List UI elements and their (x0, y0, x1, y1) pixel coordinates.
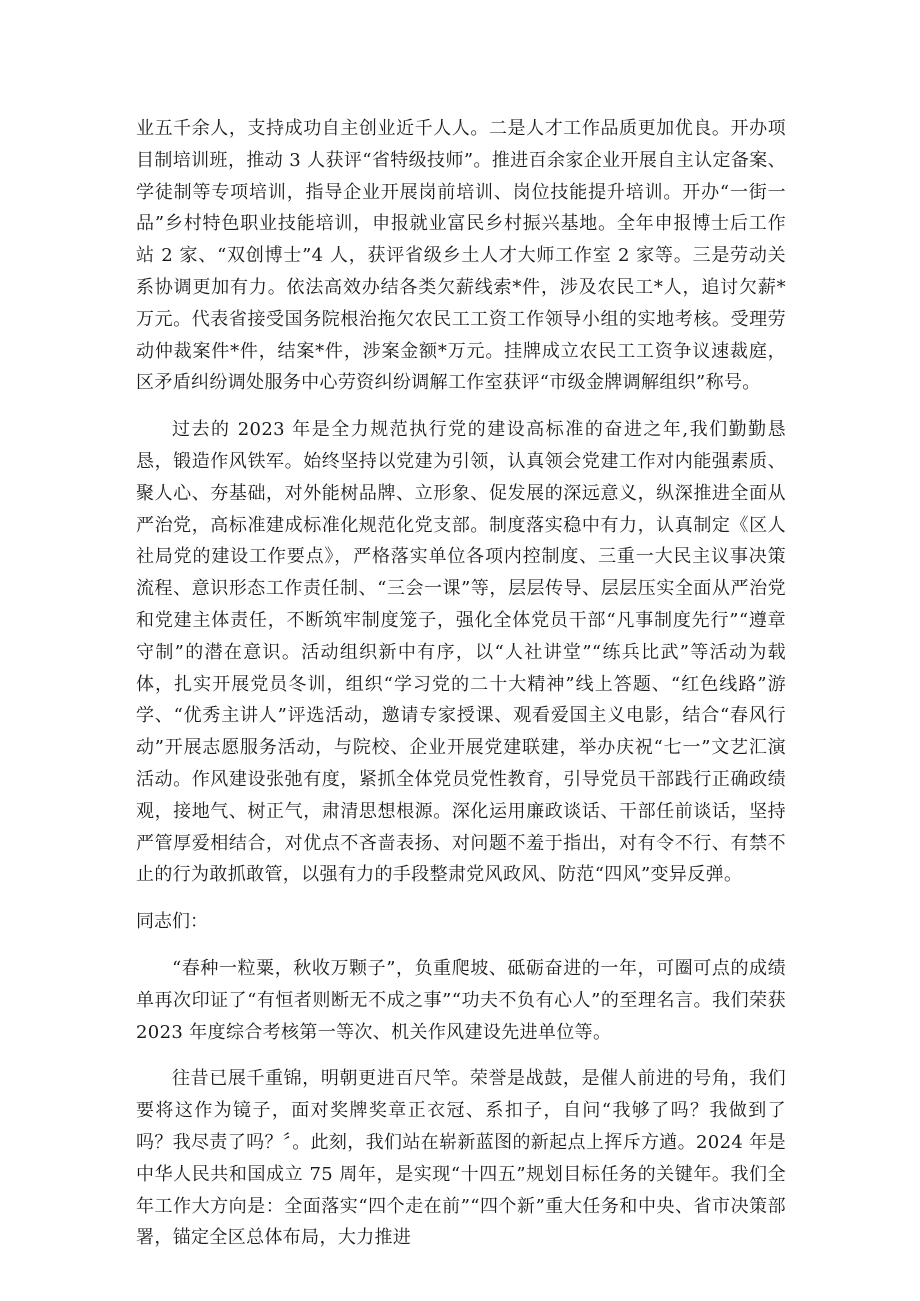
paragraph-outlook: 往昔已展千重锦，明朝更进百尺竿。荣誉是战鼓，是催人前进的号角，我们要将这作为镜子，面对奖牌奖章正衣冠、系扣子，自问“我够了吗？我做到了吗？我尽责了吗？〞。此刻，我们站在崭新蓝图的新起点上挥斥方遒。2024 年是中华人民共和国成立 75 周年，是实现“十四五”规划目标任务的关键年。我们全年工作大方向是：全面落实“四个走在前”“四个新”重大任务和中央、省市决策部署，锚定全区总体布局，大力推进 (136, 1068, 786, 1249)
paragraph-honors: “春种一粒粟，秋收万颗子”，负重爬坡、砥砺奋进的一年，可圈可点的成绩单再次印证了“有恒者则断无不成之事”“功夫不负有心人”的至理名言。我们荣获 2023 年度综合考核第一等次、机关作风建设先进单位等。 (136, 957, 786, 1043)
paragraph-talent-labor: 业五千余人，支持成功自主创业近千人人。二是人才工作品质更加优良。开办项目制培训班，推动 3 人获评“省特级技师”。推进百余家企业开展自主认定备案、学徒制等专项培训，指导企业开展岗前培训、岗位技能提升培训。开办“一街一品”乡村特色职业技能培训，申报就业富民乡村振兴基地。全年申报博士后工作站 2 家、“双创博士”4 人，获评省级乡土人才大师工作室 2 家等。三是劳动关系协调更加有力。依法高效办结各类欠薪线索*件，涉及农民工*人，追讨欠薪*万元。代表省接受国务院根治拖欠农民工工资工作领导小组的实地考核。受理劳动仲裁案件*件，结案*件，涉案金额*万元。挂牌成立农民工工资争议速裁庭，区矛盾纠纷调处服务中心劳资纠纷调解工作室获评“市级金牌调解组织”称号。 (136, 118, 786, 394)
greeting-line: 同志们： (136, 911, 208, 933)
document-body (136, 113, 786, 1254)
paragraph-party-building: 过去的 2023 年是全力规范执行党的建设高标准的奋进之年,我们勤勤恳恳，锻造作风铁军。始终坚持以党建为引领，认真领会党建工作对内能强素质、聚人心、夯基础，对外能树品牌、立形象、促发展的深远意义，纵深推进全面从严治党，高标准建成标准化规范化党支部。制度落实稳中有力，认真制定《区人社局党的建设工作要点》，严格落实单位各项内控制度、三重一大民主议事决策流程、意识形态工作责任制、“三会一课”等，层层传导、层层压实全面从严治党和党建主体责任，不断筑牢制度笼子，强化全体党员干部“凡事制度先行”“遵章守制”的潜在意识。活动组织新中有序，以“人社讲堂”“练兵比武”等活动为载体，扎实开展党员冬训，组织“学习党的二十大精神”线上答题、“红色线路”游学、“优秀主讲人”评选活动，邀请专家授课、观看爱国主义电影，结合“春风行动”开展志愿服务活动，与院校、企业开展党建联建，举办庆祝“七一”文艺汇演活动。作风建设张弛有度，紧抓全体党员党性教育，引导党员干部践行正确政绩观，接地气、树正气，肃清思想根源。深化运用廉政谈话、干部任前谈话，坚持严管厚爱相结合，对优点不吝啬表扬、对问题不羞于指出，对有令不行、有禁不止的行为敢抓敢管，以强有力的手段整肃党风政风、防范“四风”变异反弹。 (136, 419, 786, 886)
